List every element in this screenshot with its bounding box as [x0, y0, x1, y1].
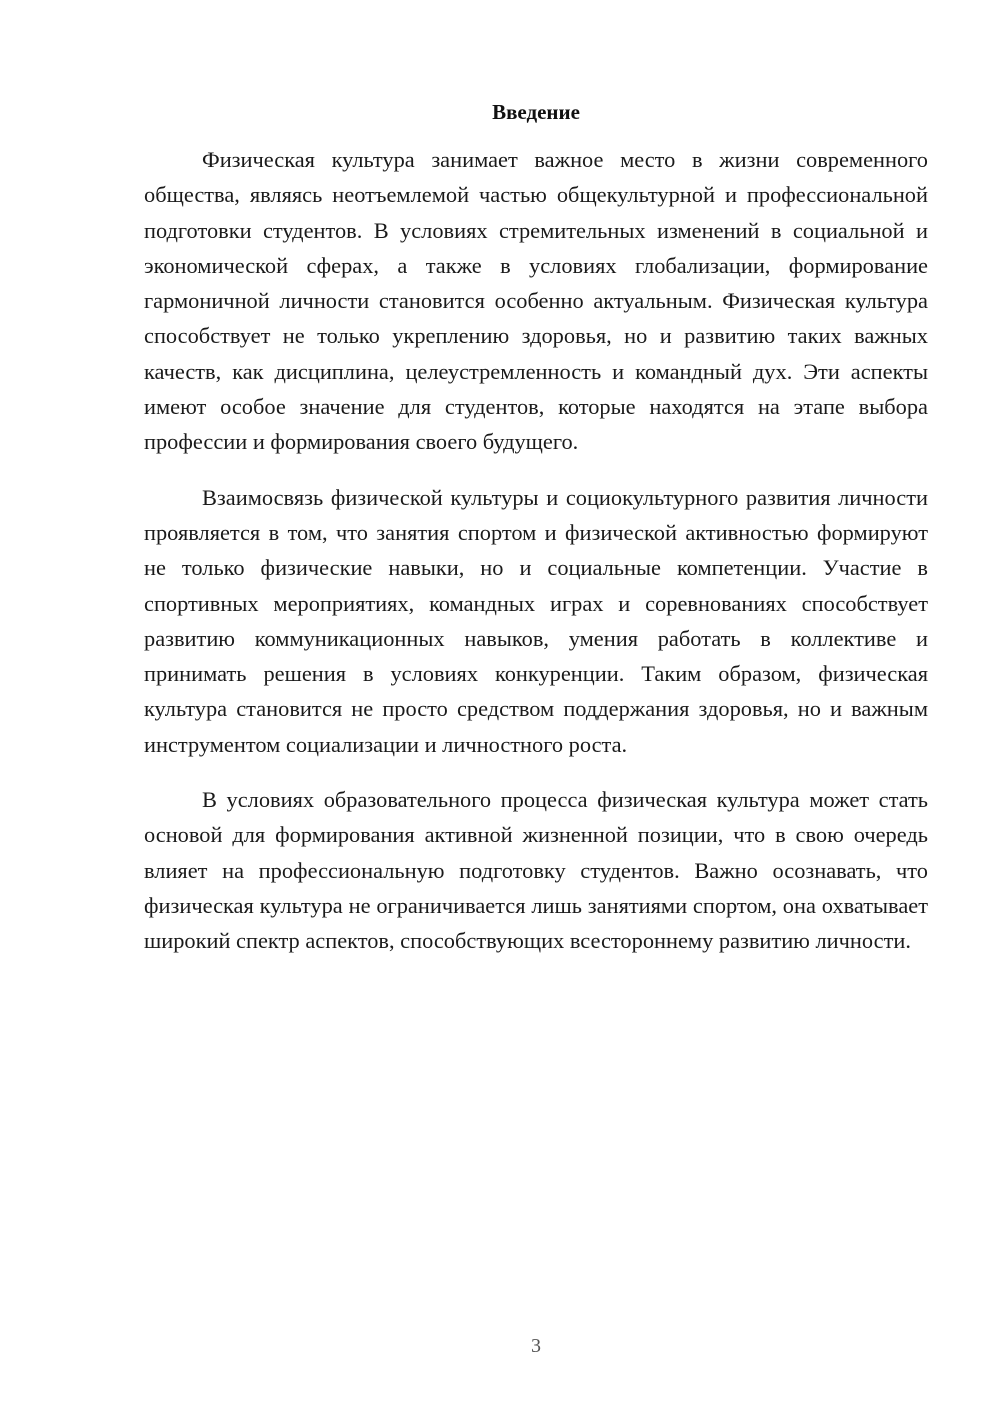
page-number: 3: [531, 1335, 541, 1357]
paragraph: Физическая культура занимает важное место в жизни современного общества, являясь неотъемлемой частью общекультурной и профессиональной подготовки студентов. В условиях стремительных изменений в социальной и экономической сферах, а также в условиях глобализации, формирование гармоничной личности становится особенно актуальным. Физическая культура способствует не только укреплению здоровья, но и развитию таких важных качеств, как дисциплина, целеустремленность и командный дух. Эти аспекты имеют особое значение для студентов, которые находятся на этапе выбора профессии и формирования своего будущего.: [144, 147, 928, 455]
section-heading: Введение: [492, 100, 580, 124]
paragraph: В условиях образовательного процесса физическая культура может стать основой для формирования активной жизненной позиции, что в свою очередь влияет на профессиональную подготовку студентов. Важно осознавать, что физическая культура не ограничивается лишь занятиями спортом, она охватывает широкий спектр аспектов, способствующих всестороннему развитию личности.: [144, 787, 928, 954]
body-text: [144, 142, 928, 979]
paragraph: Взаимосвязь физической культуры и социокультурного развития личности проявляется в том, что занятия спортом и физической активностью формируют не только физические навыки, но и социальные компетенции. Участие в спортивных мероприятиях, командных играх и соревнованиях способствует развитию коммуникационных навыков, умения работать в коллективе и принимать решения в условиях конкуренции. Таким образом, физическая культура становится не просто средством поддержания здоровья, но и важным инструментом социализации и личностного роста.: [144, 484, 928, 757]
